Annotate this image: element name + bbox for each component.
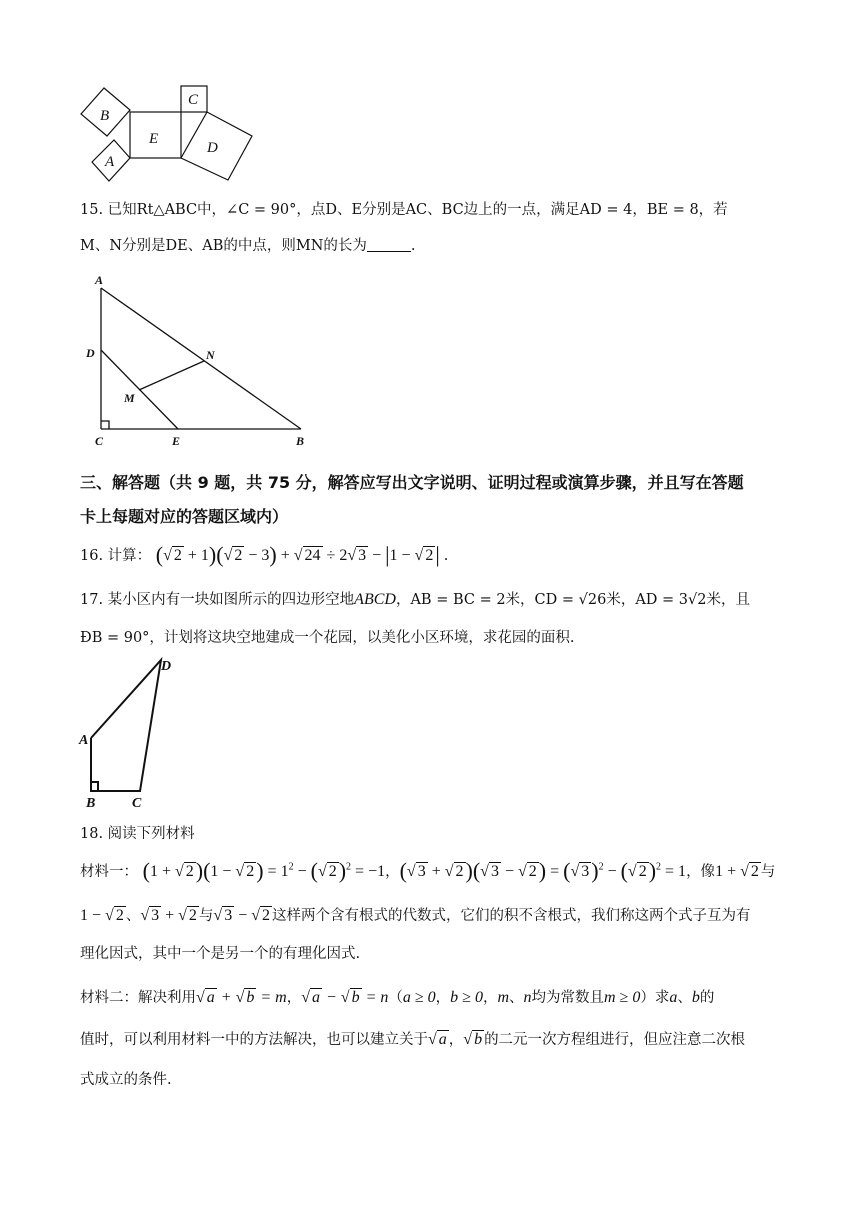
q17-line1	[80, 588, 750, 609]
m2-var: a	[669, 989, 678, 1006]
m1-label: 材料一：	[80, 864, 138, 880]
q15-period: .	[410, 238, 416, 254]
m2-condition-5: m ≥ 0	[604, 989, 641, 1006]
m1-formula-2: (√ 3 + √ 2)(√ 3 − √ 2) = (√ 3)$^2$ − (√ 2)$^2$ = 1	[399, 858, 687, 883]
label-b: B	[100, 108, 110, 124]
q16-label: 计算：	[107, 548, 152, 564]
m2-text-2: 求	[654, 990, 670, 1006]
m1-formula: (1 + √ 2)(1 − √ $2) = 1^2$ − (√ 2)$^2$ = −1	[142, 858, 386, 883]
m1-text: ，像	[686, 864, 716, 880]
m2-text-6: 式成立的条件.	[80, 1072, 172, 1088]
m2-var-4: √ b	[463, 1031, 483, 1048]
q18-title-line	[80, 822, 195, 843]
label-b: B	[296, 434, 305, 448]
q17-text1: 某小区内有一块如图所示的四边形空地	[107, 592, 355, 608]
m2-text-3: 的	[699, 990, 715, 1006]
label-a: A	[95, 273, 104, 287]
m2-text-4: 值时，可以利用材料一中的方法解决，也可以建立关于	[80, 1032, 428, 1048]
q17-text2: ÐB = 90°，计划将这块空地建成一个花园，以美化小区环境，求花园的面积.	[80, 630, 575, 646]
m2-condition-2: b ≥ 0	[450, 989, 483, 1006]
m1-text-4: 这样两个含有根式的代数式，它们的积不含根式，我们称这两个式子互为有	[272, 908, 751, 924]
q17-line2	[80, 626, 575, 647]
m2-var-3: √ a	[428, 1031, 447, 1048]
q16-expression: (√ 2 + 1)(√ 2 − 3) + √ 24 ÷ 2√ 3 − |1 − √ 2|	[155, 542, 440, 567]
q18-m2-line1: 材料二：解决利用√ a + √ b = m，√ a − √ b = n（a ≥ 0，b ≥ 0，m、n均为常数且m ≥ 0）求a、b的	[80, 989, 715, 1006]
m2-formula: √ a + √ b = m	[196, 989, 287, 1006]
m1-expr: 1 + √ 2	[715, 863, 759, 880]
label-n: N	[206, 348, 215, 362]
label-d: D	[161, 659, 172, 674]
m1-text-5: 理化因式，其中一个是另一个的有理化因式.	[80, 946, 361, 962]
figure-triangle	[82, 272, 312, 452]
label-c: C	[188, 92, 199, 108]
q16-line	[80, 542, 448, 568]
q18-number: 18.	[80, 826, 104, 842]
label-b: B	[86, 796, 96, 810]
label-a: A	[79, 733, 89, 748]
q18-m1-line1: 材料一： (1 + √ 2)(1 − √ $2) = 1^2$ − (√ 2)$^2$ = −1，(√ 3 + √ 2)(√ 3 − √ 2) = (√ 3)$^2$ − (√ 2)$^2$ = 1，像1 + √ 2 与	[80, 858, 776, 883]
q16-number: 16.	[80, 548, 104, 564]
m2-text-5: 的二元一次方程组进行，但应注意二次根	[484, 1032, 746, 1048]
q15-text2: M、N分别是DE、AB的中点，则MN的长为	[80, 238, 367, 254]
m1-expr-4: √ 3 − √ 2	[213, 907, 270, 924]
m2-formula-2: √ a − √ b = n	[301, 989, 389, 1006]
q17-text1b: ，AB = BC = 2米，CD = √26米，AD = 3√2米，且	[395, 592, 750, 608]
m2-condition: a ≥ 0	[402, 989, 436, 1006]
q17-quad: ABCD	[354, 591, 396, 608]
q18-m1-line2: 1 − √ 2 、√ 3 + √ 2 与√ 3 − √ 2 这样两个含有根式的代数式，它们的积不含根式，我们称这两个式子互为有	[80, 907, 751, 924]
q15-line2	[80, 234, 416, 255]
m2-var-2: b	[691, 989, 700, 1006]
section-heading-cont: 卡上每题对应的答题区域内）	[80, 507, 289, 526]
q15-line1	[80, 198, 728, 219]
label-d: D	[86, 346, 95, 360]
q15-number: 15.	[80, 202, 104, 218]
label-a: A	[105, 154, 115, 170]
label-c: C	[132, 796, 142, 810]
section-heading: 三、解答题（共 9 题，共 75 分，解答应写出文字说明、证明过程或演算步骤，并且写在答题	[80, 473, 744, 492]
m1-text-2: 与	[760, 864, 776, 880]
m1-text-3: 与	[198, 908, 214, 924]
m2-text: 解决利用	[138, 990, 196, 1006]
figure-squares	[76, 82, 261, 186]
m2-condition-4: n	[523, 989, 532, 1006]
q18-m2-line2: 值时，可以利用材料一中的方法解决，也可以建立关于√ a ，√ b 的二元一次方程组进行，但应注意二次根	[80, 1031, 746, 1048]
q17-number: 17.	[80, 592, 104, 608]
q18-m1-line3	[80, 942, 360, 963]
label-e: E	[172, 434, 181, 448]
m2-condition-3: m	[497, 989, 509, 1006]
label-c: C	[95, 434, 104, 448]
q15-text1: 已知Rt△ABC中，∠C = 90°，点D、E分别是AC、BC边上的一点，满足AD = 4，BE = 8，若	[107, 202, 728, 218]
label-m: M	[124, 391, 135, 405]
m2-label: 材料二：	[80, 990, 138, 1006]
m1-expr-2: 1 − √ 2	[80, 907, 124, 924]
label-d: D	[207, 140, 218, 156]
label-e: E	[149, 131, 159, 147]
answer-blank	[367, 237, 411, 252]
q18-m2-line3	[80, 1068, 172, 1089]
q16-period: .	[443, 548, 449, 564]
m1-expr-3: √ 3 + √ 2	[140, 907, 197, 924]
q18-title: 阅读下列材料	[107, 826, 195, 842]
figure-quadrilateral	[78, 652, 188, 810]
